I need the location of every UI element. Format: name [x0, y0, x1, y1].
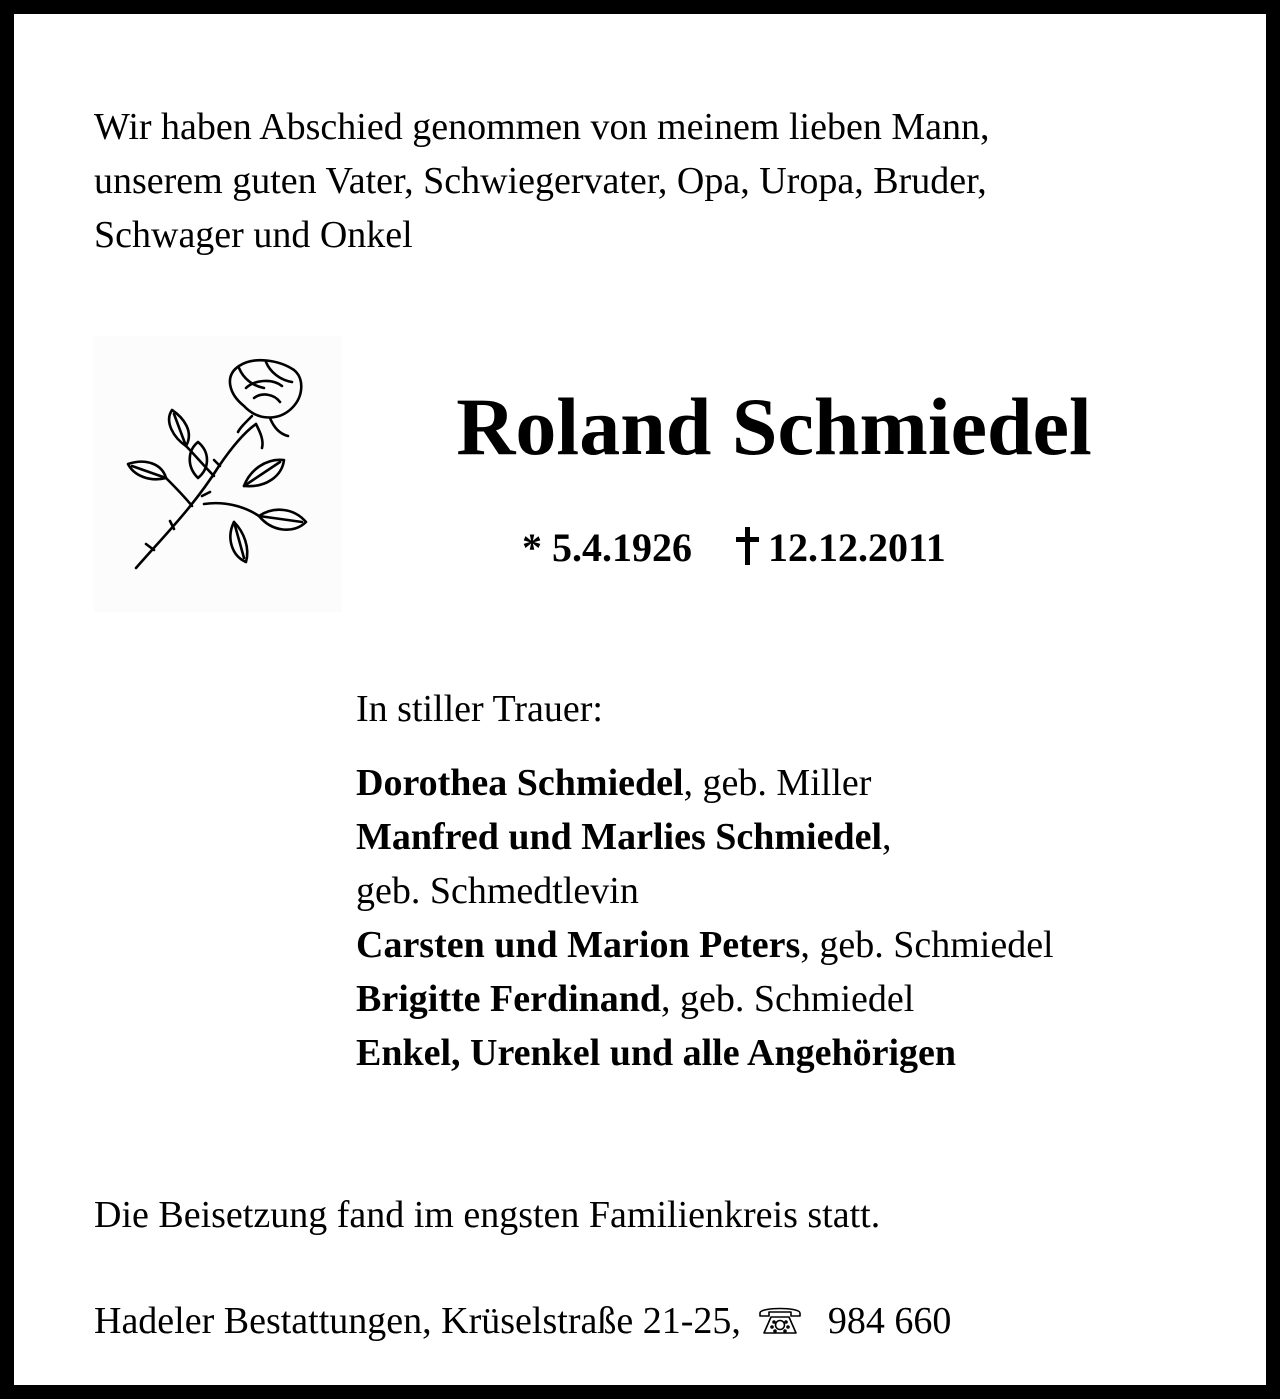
undertaker-phone: 984 660: [827, 1300, 952, 1342]
intro-line: Wir haben Abschied genommen von meinem lieben Mann,: [94, 106, 990, 148]
mourner-line: [356, 972, 1054, 1026]
mourner-name: Manfred und Marlies Schmiedel: [356, 816, 883, 858]
rose-icon: [94, 336, 342, 612]
mourner-line: [356, 864, 1054, 918]
mourner-suffix: ,: [882, 816, 892, 858]
mourner-name: Dorothea Schmiedel: [356, 762, 684, 804]
undertaker-address: Hadeler Bestattungen, Krüselstraße 21-25,: [94, 1300, 741, 1342]
deceased-name: Roland Schmiedel: [456, 381, 1092, 472]
mourner-name: Carsten und Marion Peters: [356, 924, 801, 966]
mourner-name: Brigitte Ferdinand: [356, 978, 662, 1020]
mourner-line: [356, 918, 1054, 972]
mourning-heading: In stiller Trauer:: [356, 688, 603, 730]
mourner-line: [356, 1026, 1054, 1080]
mourner-name: Enkel, Urenkel und alle Angehörigen: [356, 1032, 957, 1074]
death-date: 12.12.2011: [768, 525, 946, 570]
intro-line: unserem guten Vater, Schwiegervater, Opa, Uropa, Bruder,: [94, 160, 987, 202]
mourner-line: [356, 810, 1054, 864]
burial-note: Die Beisetzung fand im engsten Familienkreis statt.: [94, 1194, 881, 1236]
intro-text: [94, 100, 1214, 262]
mourner-suffix: , geb. Schmiedel: [661, 978, 915, 1020]
mourner-list: [356, 756, 1054, 1080]
intro-line: Schwager und Onkel: [94, 214, 413, 256]
cross-icon: [734, 527, 762, 565]
life-dates: [522, 520, 946, 576]
mourner-suffix: geb. Schmedtlevin: [356, 870, 639, 912]
mourner-suffix: , geb. Schmiedel: [800, 924, 1054, 966]
phone-icon: [756, 1303, 804, 1337]
birth-date: * 5.4.1926: [522, 525, 692, 570]
mourner-line: [356, 756, 1054, 810]
mourner-suffix: , geb. Miller: [683, 762, 872, 804]
undertaker-info: [94, 1294, 951, 1348]
